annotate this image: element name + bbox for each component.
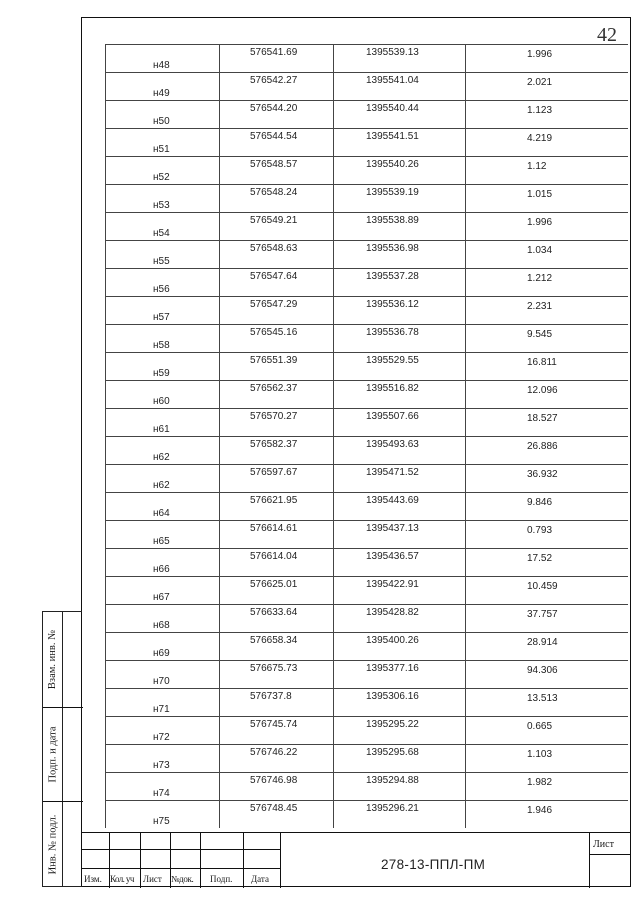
- stamp-col-data: Дата: [251, 874, 269, 884]
- table-row: [105, 604, 628, 632]
- distance-cell-text: 94.306: [527, 665, 558, 676]
- stamp-col-izm: Изм.: [84, 874, 102, 884]
- point-name-cell-text: н68: [153, 620, 170, 631]
- distance-cell-text: 1.212: [527, 273, 553, 284]
- x-coordinate-cell-text: 576548.24: [250, 187, 298, 198]
- y-coordinate-cell-text: 1395295.22: [366, 719, 419, 730]
- sign-date-label: Подп. и дата: [47, 725, 59, 783]
- table-row: [105, 772, 628, 800]
- point-name-cell: [105, 241, 219, 269]
- distance-cell: [465, 353, 628, 381]
- x-coordinate-cell: [219, 45, 333, 73]
- y-coordinate-cell: [333, 493, 465, 521]
- point-name-cell-text: н69: [153, 648, 170, 659]
- stamp-col-ndok: №док.: [171, 874, 194, 884]
- x-coordinate-cell: [219, 773, 333, 801]
- x-coordinate-cell: [219, 633, 333, 661]
- distance-cell-text: 1.946: [527, 805, 553, 816]
- distance-cell: [465, 381, 628, 409]
- distance-cell: [465, 45, 628, 73]
- y-coordinate-cell: [333, 773, 465, 801]
- y-coordinate-cell-text: 1395537.28: [366, 271, 419, 282]
- distance-cell-text: 9.846: [527, 497, 553, 508]
- point-name-cell: [105, 493, 219, 521]
- point-name-cell-text: н67: [153, 592, 170, 603]
- x-coordinate-cell-text: 576551.39: [250, 355, 298, 366]
- distance-cell-text: 2.231: [527, 301, 553, 312]
- distance-cell: [465, 157, 628, 185]
- distance-cell: [465, 213, 628, 241]
- y-coordinate-cell: [333, 101, 465, 129]
- x-coordinate-cell: [219, 465, 333, 493]
- distance-cell: [465, 745, 628, 773]
- x-coordinate-cell: [219, 661, 333, 689]
- distance-cell: [465, 241, 628, 269]
- distance-cell: [465, 73, 628, 101]
- x-coordinate-cell: [219, 241, 333, 269]
- table-row: [105, 296, 628, 324]
- distance-cell: [465, 521, 628, 549]
- point-name-cell-text: н49: [153, 88, 170, 99]
- point-name-cell: [105, 717, 219, 745]
- point-name-cell: [105, 381, 219, 409]
- distance-cell: [465, 633, 628, 661]
- stamp-divider: [140, 833, 141, 888]
- distance-cell: [465, 801, 628, 829]
- point-name-cell-text: н71: [153, 704, 170, 715]
- table-row: [105, 436, 628, 464]
- x-coordinate-cell: [219, 129, 333, 157]
- y-coordinate-cell: [333, 129, 465, 157]
- x-coordinate-cell-text: 576748.45: [250, 803, 298, 814]
- x-coordinate-cell: [219, 801, 333, 829]
- distance-cell: [465, 689, 628, 717]
- y-coordinate-cell-text: 1395306.16: [366, 691, 419, 702]
- distance-cell: [465, 101, 628, 129]
- point-name-cell: [105, 661, 219, 689]
- point-name-cell: [105, 745, 219, 773]
- x-coordinate-cell: [219, 437, 333, 465]
- distance-cell: [465, 465, 628, 493]
- distance-cell: [465, 605, 628, 633]
- x-coordinate-cell-text: 576582.37: [250, 439, 298, 450]
- document-code: 278-13-ППЛ-ПМ: [381, 857, 486, 872]
- point-name-cell-text: н48: [153, 60, 170, 71]
- y-coordinate-cell: [333, 717, 465, 745]
- y-coordinate-cell: [333, 269, 465, 297]
- y-coordinate-cell: [333, 185, 465, 213]
- distance-cell-text: 9.545: [527, 329, 553, 340]
- x-coordinate-cell: [219, 689, 333, 717]
- y-coordinate-cell: [333, 297, 465, 325]
- table-row: [105, 800, 628, 828]
- y-coordinate-cell: [333, 409, 465, 437]
- stamp-divider: [589, 833, 590, 888]
- x-coordinate-cell-text: 576621.95: [250, 495, 298, 506]
- x-coordinate-cell-text: 576737.8: [250, 691, 292, 702]
- point-name-cell: [105, 101, 219, 129]
- point-name-cell: [105, 773, 219, 801]
- x-coordinate-cell: [219, 101, 333, 129]
- point-name-cell-text: н65: [153, 536, 170, 547]
- x-coordinate-cell-text: 576614.04: [250, 551, 298, 562]
- point-name-cell-text: н64: [153, 508, 170, 519]
- point-name-cell-text: н59: [153, 368, 170, 379]
- x-coordinate-cell: [219, 745, 333, 773]
- distance-cell-text: 1.034: [527, 245, 553, 256]
- point-name-cell-text: н56: [153, 284, 170, 295]
- point-name-cell: [105, 185, 219, 213]
- point-name-cell-text: н70: [153, 676, 170, 687]
- y-coordinate-cell-text: 1395536.12: [366, 299, 419, 310]
- table-row: [105, 548, 628, 576]
- x-coordinate-cell-text: 576542.27: [250, 75, 298, 86]
- y-coordinate-cell: [333, 549, 465, 577]
- y-coordinate-cell-text: 1395540.26: [366, 159, 419, 170]
- x-coordinate-cell: [219, 717, 333, 745]
- x-coordinate-cell-text: 576625.01: [250, 579, 298, 590]
- x-coordinate-cell-text: 576570.27: [250, 411, 298, 422]
- distance-cell-text: 1.103: [527, 749, 553, 760]
- point-name-cell-text: н55: [153, 256, 170, 267]
- y-coordinate-cell: [333, 605, 465, 633]
- y-coordinate-cell-text: 1395538.89: [366, 215, 419, 226]
- y-coordinate-cell-text: 1395428.82: [366, 607, 419, 618]
- x-coordinate-cell-text: 576746.22: [250, 747, 298, 758]
- point-name-cell: [105, 269, 219, 297]
- distance-cell-text: 2.021: [527, 77, 553, 88]
- table-row: [105, 520, 628, 548]
- distance-cell: [465, 297, 628, 325]
- x-coordinate-cell: [219, 521, 333, 549]
- point-name-cell: [105, 801, 219, 829]
- y-coordinate-cell: [333, 437, 465, 465]
- point-name-cell-text: н60: [153, 396, 170, 407]
- title-block: [81, 832, 631, 887]
- x-coordinate-cell-text: 576745.74: [250, 719, 298, 730]
- stamp-divider: [81, 868, 281, 869]
- distance-cell-text: 0.665: [527, 721, 553, 732]
- point-name-cell-text: н52: [153, 172, 170, 183]
- point-name-cell: [105, 549, 219, 577]
- x-coordinate-cell: [219, 73, 333, 101]
- x-coordinate-cell: [219, 185, 333, 213]
- stamp-divider: [243, 833, 244, 888]
- table-row: [105, 688, 628, 716]
- y-coordinate-cell: [333, 801, 465, 829]
- point-name-cell: [105, 213, 219, 241]
- stamp-sheet-label: Лист: [593, 839, 614, 850]
- table-row: [105, 156, 628, 184]
- point-name-cell: [105, 325, 219, 353]
- y-coordinate-cell-text: 1395516.82: [366, 383, 419, 394]
- point-name-cell-text: н53: [153, 200, 170, 211]
- distance-cell-text: 26.886: [527, 441, 558, 452]
- x-coordinate-cell-text: 576614.61: [250, 523, 298, 534]
- y-coordinate-cell: [333, 241, 465, 269]
- x-coordinate-cell: [219, 325, 333, 353]
- distance-cell-text: 17.52: [527, 553, 553, 564]
- distance-cell: [465, 577, 628, 605]
- table-row: [105, 464, 628, 492]
- y-coordinate-cell-text: 1395507.66: [366, 411, 419, 422]
- y-coordinate-cell-text: 1395539.13: [366, 47, 419, 58]
- table-row: [105, 576, 628, 604]
- table-row: [105, 212, 628, 240]
- table-row: [105, 660, 628, 688]
- stamp-divider: [81, 849, 281, 850]
- point-name-cell-text: н66: [153, 564, 170, 575]
- x-coordinate-cell-text: 576597.67: [250, 467, 298, 478]
- y-coordinate-cell: [333, 633, 465, 661]
- y-coordinate-cell-text: 1395536.98: [366, 243, 419, 254]
- point-name-cell: [105, 73, 219, 101]
- x-coordinate-cell: [219, 409, 333, 437]
- x-coordinate-cell: [219, 297, 333, 325]
- table-row: [105, 744, 628, 772]
- distance-cell-text: 1.015: [527, 189, 553, 200]
- point-name-cell: [105, 45, 219, 73]
- y-coordinate-cell: [333, 73, 465, 101]
- point-name-cell-text: н51: [153, 144, 170, 155]
- table-row: [105, 324, 628, 352]
- distance-cell: [465, 269, 628, 297]
- y-coordinate-cell-text: 1395377.16: [366, 663, 419, 674]
- distance-cell-text: 1.123: [527, 105, 553, 116]
- y-coordinate-cell-text: 1395541.04: [366, 75, 419, 86]
- y-coordinate-cell: [333, 381, 465, 409]
- distance-cell-text: 1.996: [527, 217, 553, 228]
- distance-cell-text: 13.513: [527, 693, 558, 704]
- stamp-col-list: Лист: [143, 874, 162, 884]
- table-row: [105, 184, 628, 212]
- y-coordinate-cell-text: 1395437.13: [366, 523, 419, 534]
- distance-cell-text: 1.982: [527, 777, 553, 788]
- point-name-cell-text: н62: [153, 452, 170, 463]
- point-name-cell: [105, 577, 219, 605]
- y-coordinate-cell-text: 1395541.51: [366, 131, 419, 142]
- distance-cell-text: 12.096: [527, 385, 558, 396]
- y-coordinate-cell-text: 1395493.63: [366, 439, 419, 450]
- x-coordinate-cell-text: 576675.73: [250, 663, 298, 674]
- y-coordinate-cell-text: 1395540.44: [366, 103, 419, 114]
- point-name-cell-text: н54: [153, 228, 170, 239]
- y-coordinate-cell-text: 1395471.52: [366, 467, 419, 478]
- point-name-cell-text: н57: [153, 312, 170, 323]
- y-coordinate-cell-text: 1395539.19: [366, 187, 419, 198]
- distance-cell-text: 4.219: [527, 133, 553, 144]
- y-coordinate-cell-text: 1395294.88: [366, 775, 419, 786]
- y-coordinate-cell: [333, 157, 465, 185]
- table-row: [105, 44, 628, 72]
- y-coordinate-cell: [333, 521, 465, 549]
- y-coordinate-cell-text: 1395443.69: [366, 495, 419, 506]
- point-name-cell: [105, 633, 219, 661]
- distance-cell: [465, 549, 628, 577]
- y-coordinate-cell-text: 1395422.91: [366, 579, 419, 590]
- y-coordinate-cell: [333, 689, 465, 717]
- distance-cell-text: 18.527: [527, 413, 558, 424]
- y-coordinate-cell: [333, 353, 465, 381]
- distance-cell: [465, 185, 628, 213]
- table-row: [105, 380, 628, 408]
- x-coordinate-cell-text: 576545.16: [250, 327, 298, 338]
- x-coordinate-cell-text: 576562.37: [250, 383, 298, 394]
- left-approval-strip: [42, 611, 82, 887]
- table-row: [105, 72, 628, 100]
- y-coordinate-cell: [333, 661, 465, 689]
- x-coordinate-cell: [219, 381, 333, 409]
- point-name-cell-text: н61: [153, 424, 170, 435]
- x-coordinate-cell-text: 576541.69: [250, 47, 298, 58]
- distance-cell: [465, 409, 628, 437]
- y-coordinate-cell-text: 1395400.26: [366, 635, 419, 646]
- y-coordinate-cell-text: 1395529.55: [366, 355, 419, 366]
- replace-inv-label: Взам. инв. №: [47, 629, 59, 690]
- x-coordinate-cell-text: 576544.20: [250, 103, 298, 114]
- distance-cell-text: 16.811: [527, 357, 557, 368]
- point-name-cell-text: н50: [153, 116, 170, 127]
- stamp-divider: [280, 833, 281, 888]
- x-coordinate-cell-text: 576549.21: [250, 215, 298, 226]
- x-coordinate-cell-text: 576544.54: [250, 131, 298, 142]
- x-coordinate-cell-text: 576633.64: [250, 607, 298, 618]
- point-name-cell: [105, 409, 219, 437]
- stamp-divider: [589, 854, 631, 855]
- table-row: [105, 352, 628, 380]
- point-name-cell-text: н73: [153, 760, 170, 771]
- x-coordinate-cell-text: 576547.29: [250, 299, 298, 310]
- distance-cell-text: 1.12: [527, 161, 547, 172]
- point-name-cell: [105, 297, 219, 325]
- y-coordinate-cell-text: 1395295.68: [366, 747, 419, 758]
- y-coordinate-cell-text: 1395536.78: [366, 327, 419, 338]
- point-name-cell: [105, 521, 219, 549]
- x-coordinate-cell-text: 576746.98: [250, 775, 298, 786]
- y-coordinate-cell: [333, 577, 465, 605]
- point-name-cell-text: н74: [153, 788, 170, 799]
- point-name-cell-text: н58: [153, 340, 170, 351]
- x-coordinate-cell: [219, 549, 333, 577]
- stamp-col-podp: Подп.: [210, 874, 233, 884]
- distance-cell-text: 10.459: [527, 581, 558, 592]
- distance-cell-text: 37.757: [527, 609, 558, 620]
- distance-cell: [465, 437, 628, 465]
- y-coordinate-cell: [333, 325, 465, 353]
- table-row: [105, 408, 628, 436]
- y-coordinate-cell: [333, 745, 465, 773]
- distance-cell: [465, 493, 628, 521]
- x-coordinate-cell: [219, 577, 333, 605]
- coordinate-table: [105, 44, 628, 828]
- x-coordinate-cell: [219, 213, 333, 241]
- distance-cell: [465, 129, 628, 157]
- point-name-cell-text: н72: [153, 732, 170, 743]
- distance-cell-text: 36.932: [527, 469, 558, 480]
- table-row: [105, 492, 628, 520]
- point-name-cell: [105, 129, 219, 157]
- point-name-cell: [105, 465, 219, 493]
- y-coordinate-cell: [333, 465, 465, 493]
- point-name-cell: [105, 437, 219, 465]
- distance-cell-text: 0.793: [527, 525, 553, 536]
- table-row: [105, 100, 628, 128]
- x-coordinate-cell-text: 576547.64: [250, 271, 298, 282]
- table-row: [105, 632, 628, 660]
- x-coordinate-cell: [219, 269, 333, 297]
- table-row: [105, 716, 628, 744]
- point-name-cell-text: н75: [153, 816, 170, 827]
- x-coordinate-cell-text: 576548.63: [250, 243, 298, 254]
- distance-cell: [465, 661, 628, 689]
- x-coordinate-cell-text: 576658.34: [250, 635, 298, 646]
- y-coordinate-cell: [333, 45, 465, 73]
- x-coordinate-cell: [219, 157, 333, 185]
- stamp-col-kol: Кол. уч: [110, 874, 134, 884]
- x-coordinate-cell: [219, 493, 333, 521]
- y-coordinate-cell-text: 1395436.57: [366, 551, 419, 562]
- table-row: [105, 240, 628, 268]
- distance-cell: [465, 717, 628, 745]
- table-row: [105, 128, 628, 156]
- point-name-cell: [105, 605, 219, 633]
- point-name-cell: [105, 353, 219, 381]
- y-coordinate-cell: [333, 213, 465, 241]
- distance-cell: [465, 325, 628, 353]
- x-coordinate-cell-text: 576548.57: [250, 159, 298, 170]
- table-row: [105, 268, 628, 296]
- original-inv-label: Инв. № подл.: [47, 814, 59, 875]
- x-coordinate-cell: [219, 605, 333, 633]
- point-name-cell-text: н62: [153, 480, 170, 491]
- point-name-cell: [105, 689, 219, 717]
- distance-cell: [465, 773, 628, 801]
- stamp-divider: [200, 833, 201, 888]
- y-coordinate-cell-text: 1395296.21: [366, 803, 419, 814]
- x-coordinate-cell: [219, 353, 333, 381]
- distance-cell-text: 1.996: [527, 49, 553, 60]
- point-name-cell: [105, 157, 219, 185]
- distance-cell-text: 28.914: [527, 637, 558, 648]
- page-number: 42: [597, 24, 617, 46]
